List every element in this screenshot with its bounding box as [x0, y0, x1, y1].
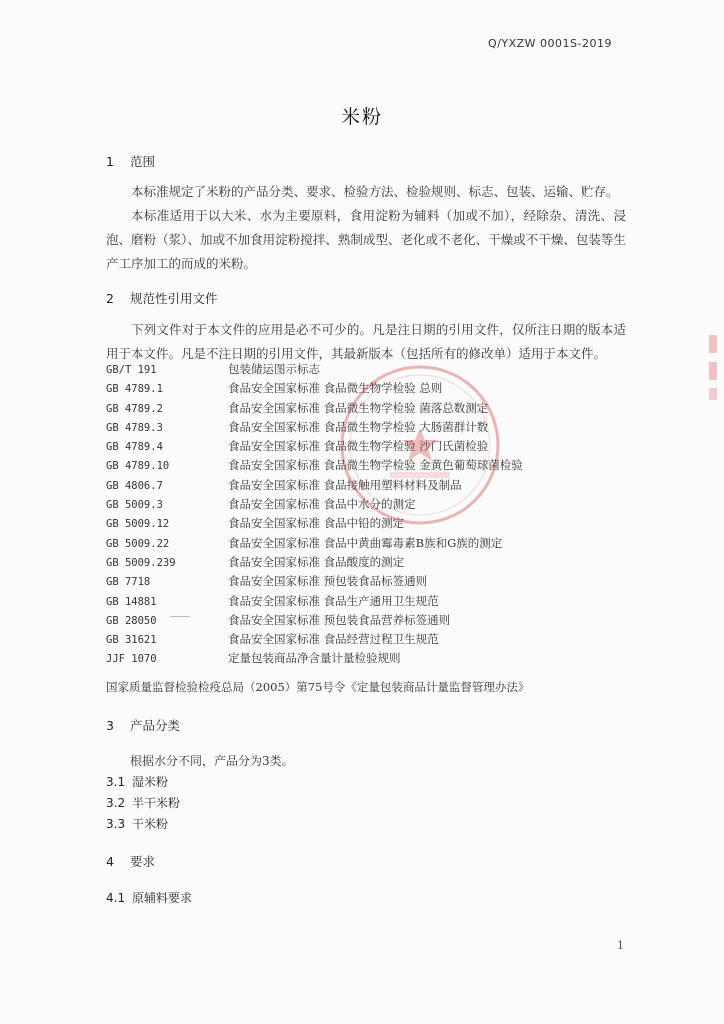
subsection-number: 4.1	[106, 891, 126, 905]
section-2-heading	[106, 289, 218, 307]
reference-title: 食品安全国家标准 食品中水分的测定	[228, 497, 416, 512]
section-title: 范围	[130, 154, 156, 169]
section-number: 3	[106, 718, 114, 733]
section-4-heading	[106, 852, 155, 870]
reference-code: GB 31621	[106, 634, 157, 647]
reference-row	[106, 649, 606, 668]
page-number: 1	[617, 939, 624, 952]
seal-stamp	[335, 360, 505, 530]
reference-note: 国家质量监督检验检疫总局（2005）第75号令《定量包装商品计量监督管理办法》	[106, 680, 530, 694]
subsection-number: 3.3	[106, 817, 126, 831]
reference-title: 食品安全国家标准 食品中黄曲霉毒素B族和G族的测定	[228, 535, 503, 550]
reference-title: 包装储运图示标志	[228, 362, 320, 376]
subsection-number: 3.2	[106, 796, 126, 810]
subsection-label: 原辅料要求	[132, 891, 193, 905]
section-title: 要求	[130, 854, 156, 869]
section-2-intro	[106, 318, 626, 366]
subsection-number: 3.1	[106, 775, 126, 789]
reference-title: 食品安全国家标准 食品经营过程卫生规范	[228, 632, 439, 647]
reference-code: JJF 1070	[106, 653, 157, 666]
section-1-body	[106, 180, 626, 276]
document-title: 米粉	[340, 106, 383, 128]
reference-row	[106, 630, 606, 649]
reference-title: 食品安全国家标准 食品生产通用卫生规范	[228, 593, 439, 608]
reference-code: GB 4806.7	[106, 479, 163, 492]
section-number: 2	[106, 291, 114, 306]
subsection-item	[106, 773, 168, 790]
reference-code: GB 5009.239	[106, 556, 176, 569]
reference-title: 食品安全国家标准 食品中铅的测定	[228, 516, 405, 531]
subsection-item	[106, 889, 192, 906]
reference-title: 食品安全国家标准 食品微生物学检验 总则	[228, 381, 443, 396]
subsection-label: 湿米粉	[132, 775, 169, 789]
edge-stamp-mark	[706, 330, 720, 410]
subsection-label: 干米粉	[132, 817, 169, 831]
reference-code: GB 5009.12	[106, 518, 170, 531]
paragraph: 本标准适用于以大米、水为主要原料，食用淀粉为辅料（加或不加），经除杂、清洗、浸泡、磨粉（浆）、加或不加食用淀粉搅拌、熟制成型、老化或不老化、干燥或不干燥、包装等生产工序加工的而成的米粉。	[106, 208, 626, 271]
reference-row	[106, 592, 606, 611]
section-3-heading	[106, 716, 180, 734]
reference-code: GB 4789.3	[106, 421, 163, 434]
subsection-label: 半干米粉	[132, 796, 181, 810]
reference-code: GB 5009.3	[106, 499, 163, 512]
reference-code: GB 5009.22	[106, 537, 170, 550]
reference-code: GB 4789.2	[106, 402, 163, 415]
reference-row	[106, 534, 606, 553]
faint-rule	[170, 616, 190, 617]
reference-title: 食品安全国家标准 食品接触用塑料材料及制品	[228, 477, 462, 492]
reference-code: GB 28050	[106, 614, 157, 627]
reference-row	[106, 553, 606, 572]
reference-code: GB 7718	[106, 576, 151, 589]
reference-code: GB/T 191	[106, 364, 157, 376]
paragraph: 本标准规定了米粉的产品分类、要求、检验方法、检验规则、标志、包装、运输、贮存。	[131, 184, 619, 199]
subsection-item	[106, 815, 168, 832]
section-title: 规范性引用文件	[130, 291, 218, 306]
reference-code: GB 4789.10	[106, 460, 170, 473]
section-number: 1	[106, 154, 114, 169]
reference-code: GB 4789.4	[106, 441, 163, 454]
document-code: Q/YXZW 0001S-2019	[488, 37, 612, 50]
reference-title: 食品安全国家标准 食品微生物学检验 金黄色葡萄球菌检验	[228, 458, 523, 473]
reference-row	[106, 611, 606, 630]
reference-title: 定量包装商品净含量计量检验规则	[228, 651, 401, 666]
paragraph: 下列文件对于本文件的应用是必不可少的。凡是注日期的引用文件，仅所注日期的版本适用于本文件。凡是不注日期的引用文件，其最新版本（包括所有的修改单）适用于本文件。	[106, 322, 626, 361]
section-title: 产品分类	[130, 718, 181, 733]
reference-title: 食品安全国家标准 食品微生物学检验 大肠菌群计数	[228, 419, 489, 434]
section-number: 4	[106, 854, 114, 869]
section-1-heading	[106, 152, 155, 170]
reference-code: GB 14881	[106, 595, 157, 608]
reference-code: GB 4789.1	[106, 383, 163, 396]
reference-title: 食品安全国家标准 预包装食品营养标签通则	[228, 612, 451, 627]
reference-title: 食品安全国家标准 食品微生物学检验 沙门氏菌检验	[228, 439, 489, 454]
section-3-text: 根据水分不同，产品分为3类。	[130, 754, 294, 768]
subsection-item	[106, 794, 180, 811]
reference-title: 食品安全国家标准 预包装食品标签通则	[228, 574, 428, 589]
reference-title: 食品安全国家标准 食品酸度的测定	[228, 554, 405, 569]
reference-title: 食品安全国家标准 食品微生物学检验 菌落总数测定	[228, 400, 489, 415]
reference-row	[106, 572, 606, 591]
